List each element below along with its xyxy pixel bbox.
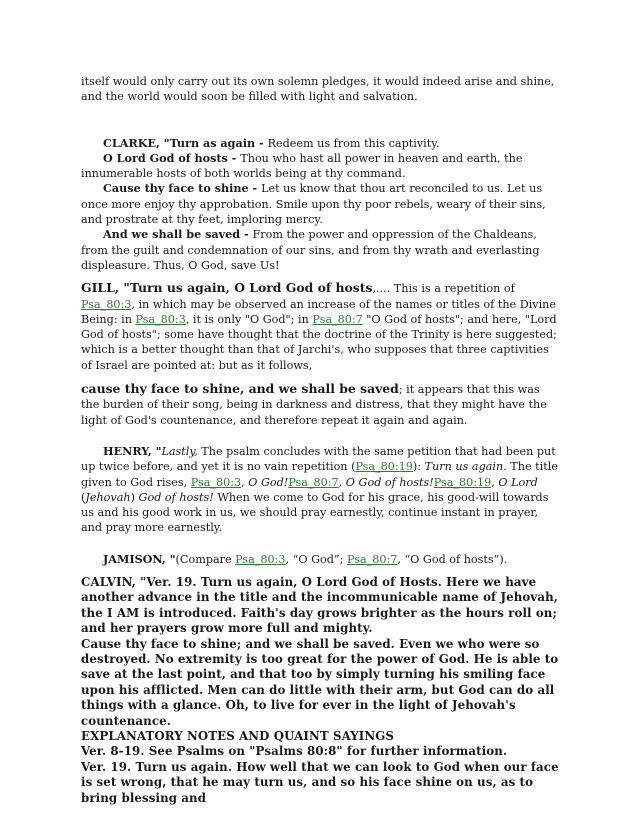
calvin-paragraph-1: CALVIN, "Ver. 19. Turn us again, O Lord God of Hosts. Here we have another advance in the title and the incommunicable name of Jehovah, the I AM is introduced. Faith's day grows brighter as the hours roll on; and her prayers grow more full and mighty.: [81, 575, 558, 636]
henry-text-2: ):: [412, 460, 425, 474]
gill-ref-1-link[interactable]: Psa_80:3: [81, 297, 132, 311]
henry-text-3: The title given to God rises,: [81, 460, 558, 489]
gill-ref-3-link[interactable]: Psa_80:7: [312, 312, 363, 326]
clarke-text-2: Thou who hast all power in heaven and earth, the innumerable hosts of both worlds being at thy command.: [81, 151, 523, 181]
gill-commentary: [81, 280, 559, 373]
jamison-ref-1-link[interactable]: Psa_80:3: [235, 552, 286, 566]
gill-text-4: "O God of hosts"; and here, "Lord God of hosts"; some have thought that the doctrine of the Trinity is here suggested; which is a better thought than that of Jarchi's, who supposes that three captivities of Israel are pointed at: but as it follows,: [81, 312, 557, 372]
clarke-line-1: [81, 136, 559, 151]
clarke-heading-3: Cause thy face to shine -: [103, 181, 262, 196]
clarke-heading-4: And we shall be saved -: [103, 227, 253, 242]
henry-ref-1-link[interactable]: Psa_80:19: [355, 460, 413, 474]
henry-ref-2-link[interactable]: Psa_80:3: [190, 475, 242, 489]
jamison-text-3: , “O God of hosts”).: [397, 552, 508, 566]
notes-line-1: Ver. 8-19. See Psalms on "Psalms 80:8" for further information.: [81, 744, 508, 759]
jamison-text-1: (Compare: [175, 552, 236, 566]
henry-text-7: (: [81, 490, 86, 504]
clarke-text-1: Redeem us from this captivity.: [267, 136, 440, 150]
henry-text-6: ,: [491, 475, 499, 489]
henry-italic-4: O Lord: [498, 475, 538, 489]
document-page: [81, 70, 559, 806]
clarke-text-3: Let us know that thou art reconciled to us. Let us once more enjoy thy approbation. Smile upon thy poor rebels, weary of their sins, and prostrate at thy feet, imploring mercy.: [81, 182, 546, 227]
henry-text-4: ,: [241, 475, 249, 489]
clarke-label: CLARKE, ": [103, 135, 170, 150]
clarke-line-2: [81, 151, 559, 182]
calvin-commentary: [81, 575, 559, 806]
gill-text-1: ,.... This is a repetition of: [372, 282, 515, 296]
henry-italic-2: O God!: [248, 475, 289, 489]
notes-line-2: Ver. 19. Turn us again. How well that we can look to God when our face is set wrong, that he may turn us, and so his face shine on us, as to bring blessing and: [81, 759, 559, 805]
jamison-commentary: [81, 552, 559, 567]
calvin-paragraph-2: Cause thy face to shine; and we shall be saved. Even we who were so destroyed. No extremity is too great for the power of God. He is able to save at the last point, and that too by simply turning his smiling face upon his afflicted. Men can do little with their arm, but God can do all things with a glance. Oh, to live for ever in the light of Jehovah's countenance.: [81, 636, 559, 728]
jamison-label: JAMISON, ": [103, 551, 176, 566]
henry-italic-6: God of hosts!: [138, 490, 214, 504]
gill-heading: GILL, "Turn us again, O Lord God of hosts: [81, 280, 373, 296]
henry-italic-5: Jehovah: [85, 490, 131, 504]
notes-heading: EXPLANATORY NOTES AND QUAINT SAYINGS: [81, 729, 395, 744]
jamison-text-2: , “O God”;: [285, 552, 347, 566]
gill-text-2: , in which may be observed an increase of the names or titles of the Divine Being: in: [81, 297, 556, 326]
jamison-ref-2-link[interactable]: Psa_80:7: [346, 552, 398, 566]
clarke-heading-2: O Lord God of hosts -: [103, 150, 241, 165]
gill-heading-2: cause thy face to shine, and we shall be saved: [81, 381, 399, 397]
clarke-heading-1: Turn as again -: [169, 135, 268, 150]
henry-italic-1: Turn us again.: [424, 460, 507, 474]
henry-ref-3-link[interactable]: Psa_80:7: [288, 475, 339, 489]
gill-ref-2-link[interactable]: Psa_80:3: [135, 312, 186, 326]
henry-label: HENRY, ": [103, 443, 162, 458]
henry-commentary: [81, 444, 559, 536]
clarke-text-4: From the power and oppression of the Chaldeans, from the guilt and condemnation of our sins, and from thy wrath and everlasting displeasure. Thus, O God, save Us!: [81, 228, 540, 272]
henry-text-8: ): [130, 490, 139, 504]
henry-text-5: ,: [338, 475, 346, 489]
gill-text-3: , it is only "O God"; in: [185, 312, 313, 326]
henry-ref-4-link[interactable]: Psa_80:19: [433, 475, 492, 489]
clarke-line-4: [81, 227, 559, 273]
intro-paragraph: itself would only carry out its own solemn pledges, it would indeed arise and shine, and the world would soon be filled with light and salvation.: [81, 75, 555, 104]
gill-text-5: ; it appears that this was the burden of their song, being in darkness and distress, that they might have the light of God's countenance, and therefore repeat it again and again.: [81, 383, 547, 427]
henry-text-9: When we come to God for his grace, his good-will towards us and his good work in us, we should pray earnestly, continue instant in prayer, and pray more earnestly.: [81, 490, 549, 535]
henry-text-1: The psalm concludes with the same petition that had been put up twice before, and yet it is no vain repetition (: [81, 444, 556, 474]
gill-commentary-2: [81, 381, 559, 428]
clarke-commentary: [81, 136, 559, 274]
clarke-line-3: [81, 181, 559, 227]
henry-lastly: Lastly,: [161, 444, 198, 458]
henry-italic-3: O God of hosts!: [345, 475, 434, 489]
